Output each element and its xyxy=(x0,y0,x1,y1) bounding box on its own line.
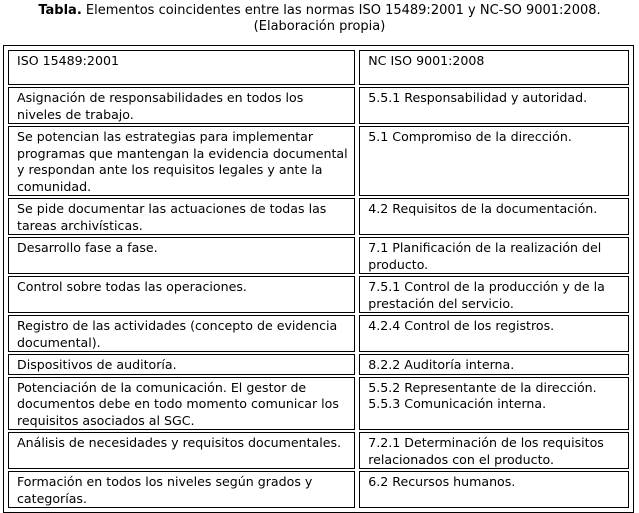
nc-clause: 5.5.2 Representante de la dirección. xyxy=(368,379,597,395)
nc-cell xyxy=(359,377,629,431)
iso-cell: Se pide documentar las actuaciones de todas las tareas archivísticas. xyxy=(8,198,355,235)
iso-cell: Registro de las actividades (concepto de evidencia documental). xyxy=(8,315,355,352)
table-row xyxy=(8,432,629,469)
nc-clause: 7.5.1 Control de la producción y de la prestación del servicio. xyxy=(368,279,605,311)
table-row xyxy=(8,126,629,196)
nc-cell xyxy=(359,315,629,352)
nc-clause: 4.2 Requisitos de la documentación. xyxy=(368,201,598,216)
table-row xyxy=(8,276,629,313)
table-row xyxy=(8,237,629,274)
table-row xyxy=(8,87,629,124)
iso-cell: Formación en todos los niveles según grados y categorías. xyxy=(8,471,355,508)
nc-clause: 7.2.1 Determinación de los requisitos relacionados con el producto. xyxy=(368,435,604,467)
nc-clause: 7.1 Planificación de la realización del producto. xyxy=(368,240,602,272)
table-row xyxy=(8,354,629,375)
nc-cell xyxy=(359,432,629,469)
table-row xyxy=(8,377,629,431)
nc-clause: 5.5.1 Responsabilidad y autoridad. xyxy=(368,90,588,105)
nc-clause: 5.1 Compromiso de la dirección. xyxy=(368,129,572,144)
comparison-table xyxy=(3,45,634,513)
caption-line-1 xyxy=(0,3,639,19)
iso-cell: Asignación de responsabilidades en todos los niveles de trabajo. xyxy=(8,87,355,124)
iso-cell: Dispositivos de auditoría. xyxy=(8,354,355,375)
iso-cell: Desarrollo fase a fase. xyxy=(8,237,355,274)
nc-cell xyxy=(359,354,629,375)
iso-cell: Se potencian las estrategias para implementar programas que mantengan la evidencia documental y respondan ante los requisitos legales y ante la comunidad. xyxy=(8,126,355,196)
caption-line-2: (Elaboración propia) xyxy=(253,19,386,34)
table-row xyxy=(8,315,629,352)
table-header-row xyxy=(8,50,629,85)
iso-cell: Análisis de necesidades y requisitos documentales. xyxy=(8,432,355,469)
nc-cell xyxy=(359,276,629,313)
nc-cell xyxy=(359,87,629,124)
header-iso-15489: ISO 15489:2001 xyxy=(8,50,355,85)
nc-clause: 4.2.4 Control de los registros. xyxy=(368,318,555,333)
nc-clause: 6.2 Recursos humanos. xyxy=(368,474,516,489)
nc-clause: 5.5.3 Comunicación interna. xyxy=(368,396,547,411)
header-nc-iso-9001: NC ISO 9001:2008 xyxy=(359,50,629,85)
table-caption xyxy=(0,3,639,35)
caption-title: Elementos coincidentes entre las normas ISO 15489:2001 y NC-SO 9001:2008. xyxy=(81,3,601,18)
table-row xyxy=(8,198,629,235)
table-row xyxy=(8,471,629,508)
iso-cell: Control sobre todas las operaciones. xyxy=(8,276,355,313)
nc-clause: 8.2.2 Auditoría interna. xyxy=(368,357,515,372)
nc-cell xyxy=(359,198,629,235)
caption-label: Tabla. xyxy=(38,3,82,18)
nc-cell xyxy=(359,237,629,274)
nc-cell xyxy=(359,126,629,196)
iso-cell: Potenciación de la comunicación. El gestor de documentos debe en todo momento comunicar los requisitos asociados al SGC. xyxy=(8,377,355,431)
nc-cell xyxy=(359,471,629,508)
